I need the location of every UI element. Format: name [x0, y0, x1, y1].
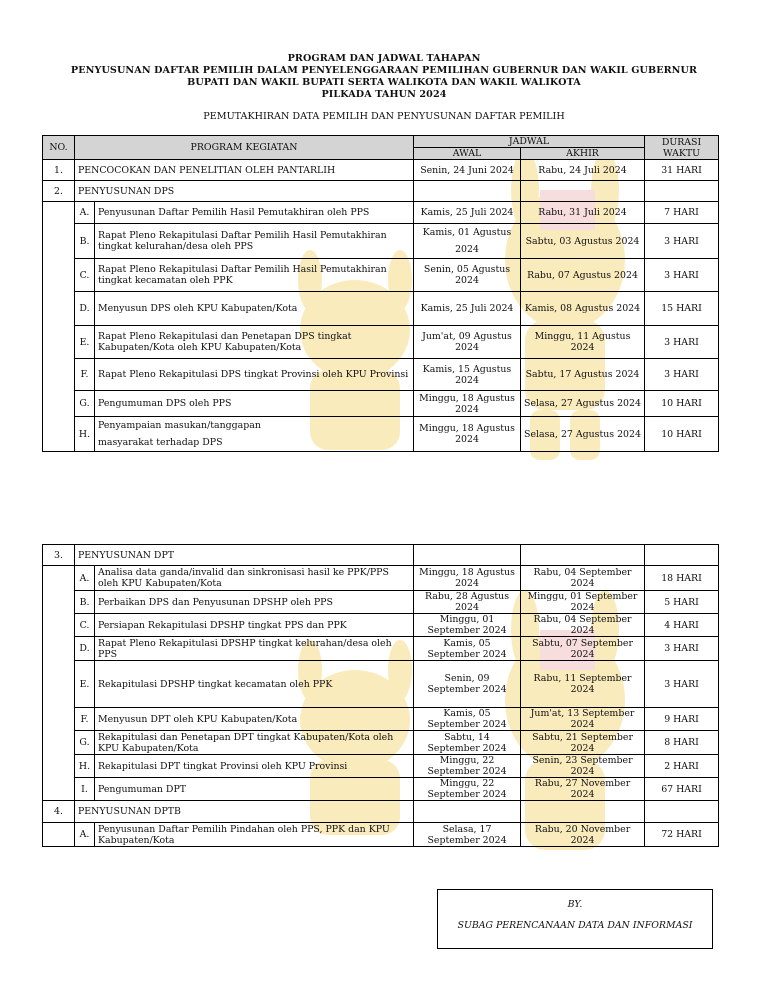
program-text: Penyampaian masukan/tanggapan masyarakat terhadap DPS: [95, 417, 414, 452]
duration: 7 HARI: [645, 202, 719, 224]
start-date: Rabu, 28 Agustus 2024: [414, 591, 521, 614]
program-text: Rapat Pleno Rekapitulasi DPS tingkat Provinsi oleh KPU Provinsi: [95, 359, 414, 391]
item-letter: A.: [75, 566, 95, 591]
duration: 3 HARI: [645, 637, 719, 661]
end-date: Kamis, 08 Agustus 2024: [521, 292, 645, 326]
program-text: Menyusun DPT oleh KPU Kabupaten/Kota: [95, 708, 414, 731]
program-text: Pengumuman DPS oleh PPS: [95, 391, 414, 417]
start-date: Minggu, 22 September 2024: [414, 778, 521, 801]
end-date: Minggu, 01 September 2024: [521, 591, 645, 614]
program-text: Rapat Pleno Rekapitulasi dan Penetapan DPS tingkat Kabupaten/Kota oleh KPU Kabupaten/Kota: [95, 326, 414, 359]
end-date: Sabtu, 17 Agustus 2024: [521, 359, 645, 391]
item-letter: H.: [75, 417, 95, 452]
start-date: Senin, 05 Agustus 2024: [414, 259, 521, 292]
start-date: Senin, 24 Juni 2024: [414, 160, 521, 181]
item-letter: A.: [75, 202, 95, 224]
section-title: PENCOCOKAN DAN PENELITIAN OLEH PANTARLIH: [75, 160, 414, 181]
program-text: Persiapan Rekapitulasi DPSHP tingkat PPS dan PPK: [95, 614, 414, 637]
end-date: Sabtu, 07 September 2024: [521, 637, 645, 661]
item-letter: B.: [75, 224, 95, 259]
end-date: Rabu, 11 September 2024: [521, 661, 645, 708]
end-date: Minggu, 11 Agustus 2024: [521, 326, 645, 359]
duration: 67 HARI: [645, 778, 719, 801]
start-date: Minggu, 18 Agustus 2024: [414, 391, 521, 417]
end-date: Selasa, 27 Agustus 2024: [521, 417, 645, 452]
section-number: 2.: [43, 181, 75, 202]
item-letter: I.: [75, 778, 95, 801]
item-letter: A.: [75, 823, 95, 847]
table-row-section: [43, 801, 719, 823]
schedule-table-dps: [42, 135, 719, 452]
end-date: Jum'at, 13 September 2024: [521, 708, 645, 731]
program-text: Analisa data ganda/invalid dan sinkronisasi hasil ke PPK/PPS oleh KPU Kabupaten/Kota: [95, 566, 414, 591]
signature-unit: SUBAG PERENCANAAN DATA DAN INFORMASI: [457, 920, 693, 931]
duration: 15 HARI: [645, 292, 719, 326]
schedule-table-dpt: [42, 544, 719, 847]
item-letter: G.: [75, 731, 95, 755]
duration: 2 HARI: [645, 755, 719, 778]
signature-by: BY.: [567, 899, 583, 910]
end-date: Senin, 23 September 2024: [521, 755, 645, 778]
duration: 3 HARI: [645, 326, 719, 359]
table-row-section: [43, 160, 719, 181]
duration: 3 HARI: [645, 224, 719, 259]
start-date: Kamis, 25 Juli 2024: [414, 202, 521, 224]
item-letter: E.: [75, 326, 95, 359]
col-header-no: NO.: [43, 136, 75, 160]
program-text: Penyusunan Daftar Pemilih Hasil Pemutakhiran oleh PPS: [95, 202, 414, 224]
section-number: 1.: [43, 160, 75, 181]
program-text: Pengumuman DPT: [95, 778, 414, 801]
table-row: [43, 637, 719, 661]
table-row: [43, 591, 719, 614]
table-row: [43, 224, 719, 259]
table-row: [43, 202, 719, 224]
duration: 8 HARI: [645, 731, 719, 755]
item-letter: D.: [75, 637, 95, 661]
table-header-row: [43, 136, 719, 148]
end-date: Sabtu, 21 September 2024: [521, 731, 645, 755]
program-text: Rapat Pleno Rekapitulasi Daftar Pemilih Hasil Pemutakhiran tingkat kecamatan oleh PPK: [95, 259, 414, 292]
item-letter: B.: [75, 591, 95, 614]
start-date: Minggu, 01 September 2024: [414, 614, 521, 637]
table-row: [43, 566, 719, 591]
program-text: Rekapitulasi DPSHP tingkat kecamatan oleh PPK: [95, 661, 414, 708]
duration: 4 HARI: [645, 614, 719, 637]
item-letter: E.: [75, 661, 95, 708]
table-row: [43, 391, 719, 417]
item-letter: F.: [75, 359, 95, 391]
end-date: Rabu, 20 November 2024: [521, 823, 645, 847]
heading-line-2: PENYUSUNAN DAFTAR PEMILIH DALAM PENYELENGGARAAN PEMILIHAN GUBERNUR DAN WAKIL GUBERNUR: [70, 65, 698, 76]
section-title: PENYUSUNAN DPT: [75, 545, 414, 566]
item-letter: F.: [75, 708, 95, 731]
program-text: Rekapitulasi DPT tingkat Provinsi oleh KPU Provinsi: [95, 755, 414, 778]
start-date: Minggu, 18 Agustus 2024: [414, 566, 521, 591]
end-date: Rabu, 07 Agustus 2024: [521, 259, 645, 292]
program-text: Rapat Pleno Rekapitulasi Daftar Pemilih Hasil Pemutakhiran tingkat kelurahan/desa oleh PPS: [95, 224, 414, 259]
duration: 3 HARI: [645, 259, 719, 292]
end-date: Rabu, 04 September 2024: [521, 614, 645, 637]
duration: 72 HARI: [645, 823, 719, 847]
duration: 10 HARI: [645, 417, 719, 452]
col-header-program: PROGRAM KEGIATAN: [75, 136, 414, 160]
start-date: Kamis, 01 Agustus 2024: [414, 224, 521, 259]
table-row: [43, 778, 719, 801]
program-text: Perbaikan DPS dan Penyusunan DPSHP oleh PPS: [95, 591, 414, 614]
end-date: Selasa, 27 Agustus 2024: [521, 391, 645, 417]
document-heading: [0, 53, 768, 101]
program-text: Menyusun DPS oleh KPU Kabupaten/Kota: [95, 292, 414, 326]
section-number: 4.: [43, 801, 75, 823]
start-date: Kamis, 15 Agustus 2024: [414, 359, 521, 391]
signature-box: [437, 889, 713, 949]
table-row: [43, 259, 719, 292]
col-header-awal: AWAL: [414, 148, 521, 160]
end-date: Sabtu, 03 Agustus 2024: [521, 224, 645, 259]
table-row: [43, 326, 719, 359]
section-title: PENYUSUNAN DPTB: [75, 801, 414, 823]
section-number: 3.: [43, 545, 75, 566]
start-date: Kamis, 25 Juli 2024: [414, 292, 521, 326]
section-title: PENYUSUNAN DPS: [75, 181, 414, 202]
table-row: [43, 614, 719, 637]
program-text: Rekapitulasi dan Penetapan DPT tingkat Kabupaten/Kota oleh KPU Kabupaten/Kota: [95, 731, 414, 755]
duration: 10 HARI: [645, 391, 719, 417]
table-row: [43, 417, 719, 452]
end-date: Rabu, 31 Juli 2024: [521, 202, 645, 224]
end-date: Rabu, 24 Juli 2024: [521, 160, 645, 181]
document-subtitle: PEMUTAKHIRAN DATA PEMILIH DAN PENYUSUNAN DAFTAR PEMILIH: [203, 111, 565, 122]
table-row: [43, 292, 719, 326]
col-header-akhir: AKHIR: [521, 148, 645, 160]
start-date: Kamis, 05 September 2024: [414, 637, 521, 661]
start-date: Jum'at, 09 Agustus 2024: [414, 326, 521, 359]
start-date: Senin, 09 September 2024: [414, 661, 521, 708]
col-header-durasi: DURASI WAKTU: [645, 136, 719, 160]
item-letter: G.: [75, 391, 95, 417]
start-date: Sabtu, 14 September 2024: [414, 731, 521, 755]
program-text: Rapat Pleno Rekapitulasi DPSHP tingkat kelurahan/desa oleh PPS: [95, 637, 414, 661]
duration: 3 HARI: [645, 359, 719, 391]
table-row: [43, 823, 719, 847]
start-date: Minggu, 22 September 2024: [414, 755, 521, 778]
item-letter: D.: [75, 292, 95, 326]
duration: 5 HARI: [645, 591, 719, 614]
heading-line-3: BUPATI DAN WAKIL BUPATI SERTA WALIKOTA DAN WAKIL WALIKOTA: [187, 77, 581, 88]
item-letter: H.: [75, 755, 95, 778]
table-row-section: [43, 181, 719, 202]
program-text: Penyusunan Daftar Pemilih Pindahan oleh PPS, PPK dan KPU Kabupaten/Kota: [95, 823, 414, 847]
duration: 3 HARI: [645, 661, 719, 708]
item-letter: C.: [75, 259, 95, 292]
end-date: Rabu, 27 November 2024: [521, 778, 645, 801]
start-date: Minggu, 18 Agustus 2024: [414, 417, 521, 452]
start-date: Selasa, 17 September 2024: [414, 823, 521, 847]
heading-line-4: PILKADA TAHUN 2024: [321, 89, 447, 100]
table-row: [43, 708, 719, 731]
col-header-jadwal: JADWAL: [414, 136, 645, 148]
end-date: Rabu, 04 September 2024: [521, 566, 645, 591]
table-row: [43, 755, 719, 778]
item-letter: C.: [75, 614, 95, 637]
table-row-section: [43, 545, 719, 566]
duration: 18 HARI: [645, 566, 719, 591]
start-date: Kamis, 05 September 2024: [414, 708, 521, 731]
table-row: [43, 661, 719, 708]
table-row: [43, 731, 719, 755]
table-row: [43, 359, 719, 391]
heading-line-1: PROGRAM DAN JADWAL TAHAPAN: [287, 53, 481, 64]
duration: 31 HARI: [645, 160, 719, 181]
duration: 9 HARI: [645, 708, 719, 731]
